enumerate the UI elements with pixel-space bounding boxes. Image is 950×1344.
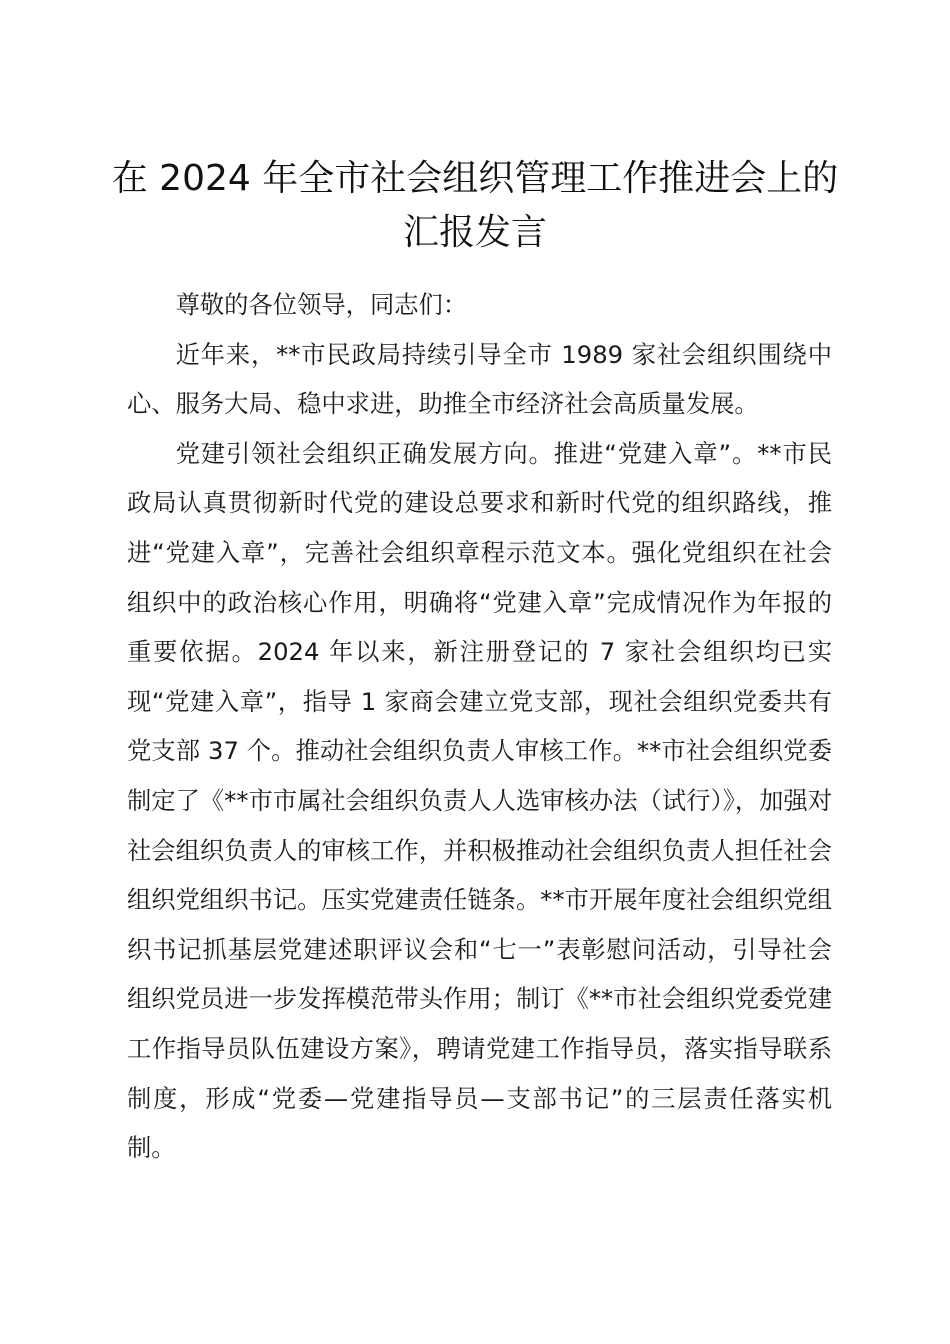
paragraph-party-building: 党建引领社会组织正确发展方向。推进“党建入章”。**市民政局认真贯彻新时代党的建设总要求和新时代党的组织路线，推进“党建入章”，完善社会组织章程示范文本。强化党组织在社会组织中的政治核心作用，明确将“党建入章”完成情况作为年报的重要依据。2024 年以来，新注册登记的 7 家社会组织均已实现“党建入章”，指导 1 家商会建立党支部，现社会组织党委共有党支部 37 个。推动社会组织负责人审核工作。**市社会组织党委制定了《**市市属社会组织负责人人选审核办法（试行）》，加强对社会组织负责人的审核工作，并积极推动社会组织负责人担任社会组织党组织书记。压实党建责任链条。**市开展年度社会组织党组织书记抓基层党建述职评议会和“七一”表彰慰问活动，引导社会组织党员进一步发挥模范带头作用；制订《**市社会组织党委党建工作指导员队伍建设方案》，聘请党建工作指导员，落实指导联系制度，形成“党委—党建指导员—支部书记”的三层责任落实机制。 (127, 438, 832, 1163)
document-title: 在 2024 年全市社会组织管理工作推进会上的汇报发言 (111, 158, 839, 253)
document-body (127, 280, 832, 1173)
paragraph-intro: 近年来，**市民政局持续引导全市 1989 家社会组织围绕中心、服务大局、稳中求进，助推全市经济社会高质量发展。 (127, 339, 832, 419)
salutation: 尊敬的各位领导，同志们： (175, 290, 468, 319)
